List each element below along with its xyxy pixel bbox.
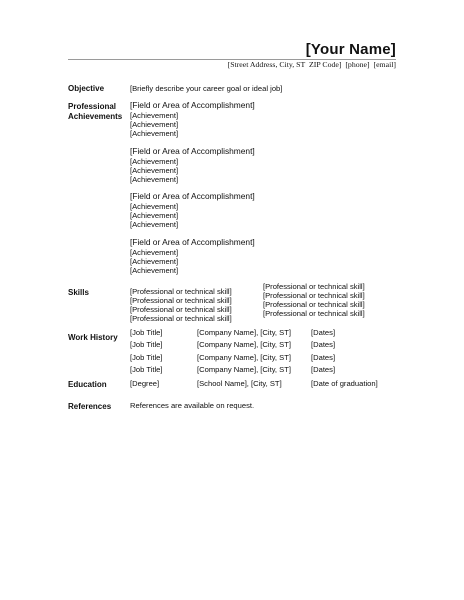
education-school: [School Name], [City, ST] (197, 379, 282, 388)
skill-item-right: [Professional or technical skill] (263, 300, 365, 309)
references-text: References are available on request. (130, 401, 255, 410)
accomplishment-heading: [Field or Area of Accomplishment] (130, 145, 255, 156)
accomplishment-heading: [Field or Area of Accomplishment] (130, 237, 255, 248)
achievement-item: [Achievement] (130, 156, 179, 166)
contact-line: [Street Address, City, ST ZIP Code] [phone] [email] (227, 60, 396, 69)
skill-item-right: [Professional or technical skill] (263, 282, 365, 291)
achievement-item: [Achievement] (130, 202, 179, 212)
achievement-item: [Achievement] (130, 111, 179, 120)
achievement-item: [Achievement] (130, 266, 179, 276)
achievement-item: [Achievement] (130, 174, 179, 184)
skill-item-left: [Professional or technical skill] (130, 305, 232, 314)
job-company: [Company Name], [City, ST] (197, 352, 291, 362)
job-title: [Job Title] (130, 328, 163, 337)
skill-item-left: [Professional or technical skill] (130, 287, 232, 296)
job-dates: [Dates] (311, 328, 336, 337)
skill-item-right: [Professional or technical skill] (263, 309, 365, 318)
achievement-item: [Achievement] (130, 220, 179, 230)
job-title: [Job Title] (130, 352, 163, 362)
achievement-item: [Achievement] (130, 248, 179, 258)
education-degree: [Degree] (130, 379, 160, 388)
job-company: [Company Name], [City, ST] (197, 364, 291, 374)
achievement-item: [Achievement] (130, 257, 179, 267)
achievements-label-line2: Achievements (68, 112, 123, 121)
achievement-item: [Achievement] (130, 120, 179, 129)
skill-item-right: [Professional or technical skill] (263, 291, 365, 300)
objective-text: [Briefly describe your career goal or ideal job] (130, 84, 283, 93)
work-history-label: Work History (68, 333, 118, 342)
achievement-item: [Achievement] (130, 129, 179, 138)
accomplishment-heading: [Field or Area of Accomplishment] (130, 191, 255, 202)
job-company: [Company Name], [City, ST] (197, 340, 291, 350)
skills-label: Skills (68, 288, 89, 297)
achievements-label-line1: Professional (68, 102, 117, 111)
job-dates: [Dates] (311, 352, 336, 362)
accomplishment-heading: [Field or Area of Accomplishment] (130, 100, 255, 110)
objective-label: Objective (68, 84, 105, 93)
skill-item-left: [Professional or technical skill] (130, 314, 232, 323)
job-dates: [Dates] (311, 364, 336, 374)
job-title: [Job Title] (130, 340, 163, 350)
education-label: Education (68, 380, 107, 389)
skill-item-left: [Professional or technical skill] (130, 296, 232, 305)
achievement-item: [Achievement] (130, 165, 179, 175)
achievement-item: [Achievement] (130, 211, 179, 221)
education-date: [Date of graduation] (311, 379, 378, 388)
job-company: [Company Name], [City, ST] (197, 328, 291, 337)
resume-name: [Your Name] (305, 41, 396, 58)
references-label: References (68, 402, 112, 411)
job-dates: [Dates] (311, 340, 336, 350)
job-title: [Job Title] (130, 364, 163, 374)
